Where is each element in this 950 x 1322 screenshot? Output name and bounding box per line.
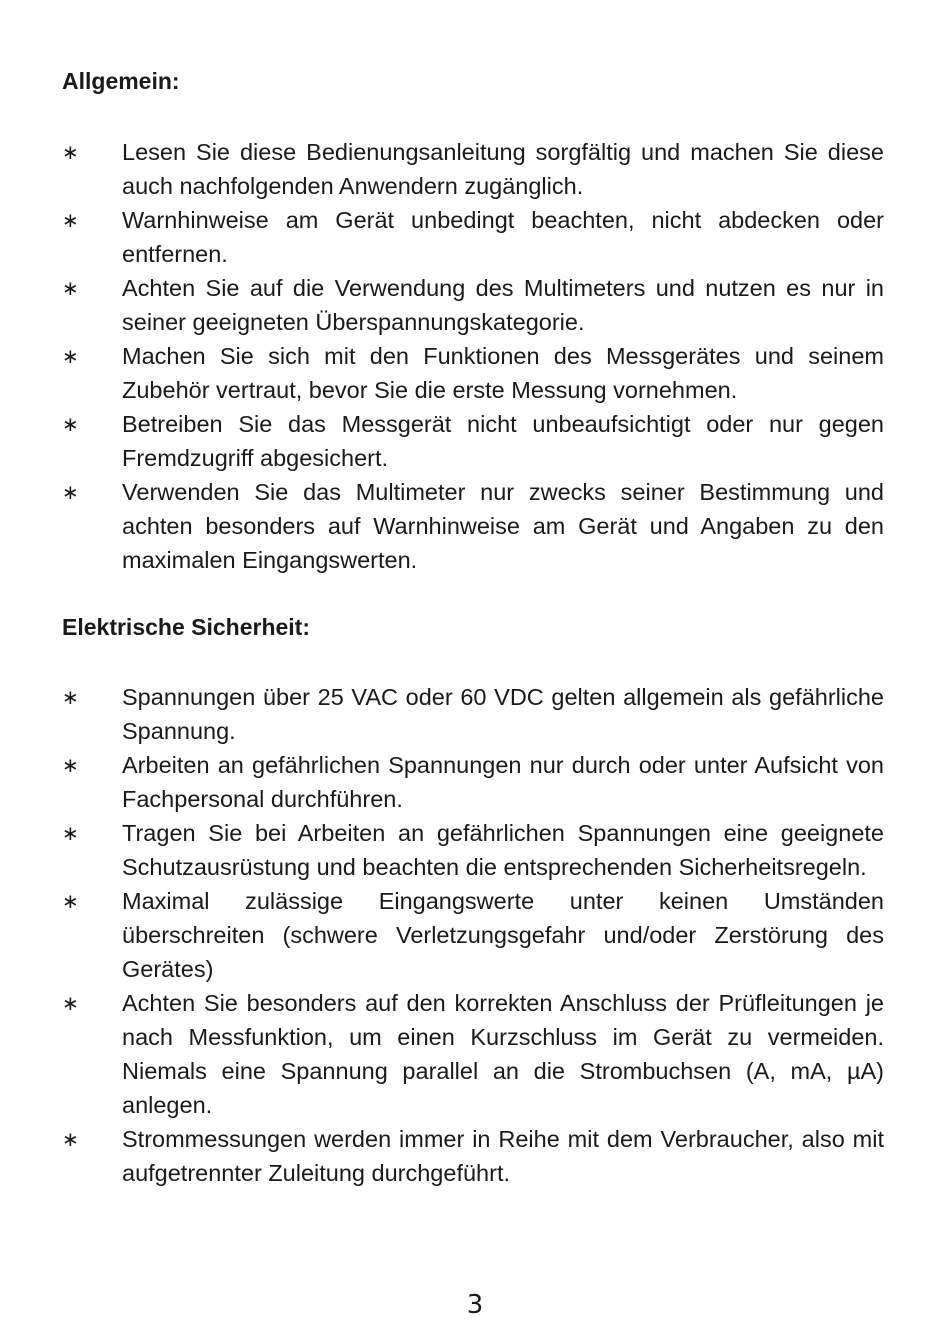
bullet-asterisk: ∗	[62, 889, 79, 913]
bullet-asterisk: ∗	[62, 821, 79, 845]
list-item	[62, 1122, 884, 1190]
list-item	[62, 884, 884, 986]
page-number: 3	[466, 1290, 484, 1320]
bullet-asterisk: ∗	[62, 208, 79, 232]
general-safety-list	[62, 135, 884, 577]
bullet-asterisk: ∗	[62, 753, 79, 777]
list-item-text: Spannungen über 25 VAC oder 60 VDC gelten allgemein als gefährliche Spannung.	[122, 684, 884, 744]
list-item	[62, 680, 884, 748]
list-item-text: Lesen Sie diese Bedienungsanleitung sorgfältig und machen Sie diese auch nachfolgenden Anwendern zugänglich.	[122, 139, 884, 199]
list-item	[62, 816, 884, 884]
list-item-text: Verwenden Sie das Multimeter nur zwecks seiner Bestimmung und achten besonders auf Warnhinweise am Gerät und Angaben zu den maximalen Eingangswerten.	[122, 479, 884, 573]
section-heading-electrical-safety: Elektrische Sicherheit:	[62, 614, 310, 640]
list-item-text: Tragen Sie bei Arbeiten an gefährlichen Spannungen eine geeignete Schutzausrüstung und beachten die entsprechenden Sicherheitsregeln.	[122, 820, 884, 880]
bullet-asterisk: ∗	[62, 140, 79, 164]
list-item	[62, 407, 884, 475]
list-item-text: Arbeiten an gefährlichen Spannungen nur durch oder unter Aufsicht von Fachpersonal durchführen.	[122, 752, 884, 812]
list-item-text: Warnhinweise am Gerät unbedingt beachten, nicht abdecken oder entfernen.	[122, 207, 884, 267]
section-heading-general: Allgemein:	[62, 68, 180, 94]
bullet-asterisk: ∗	[62, 276, 79, 300]
list-item	[62, 339, 884, 407]
bullet-asterisk: ∗	[62, 685, 79, 709]
list-item-text: Achten Sie auf die Verwendung des Multimeters und nutzen es nur in seiner geeigneten Überspannungskategorie.	[122, 275, 884, 335]
list-item-text: Achten Sie besonders auf den korrekten Anschluss der Prüfleitungen je nach Messfunktion, um einen Kurzschluss im Gerät zu vermeiden. Niemals eine Spannung parallel an die Strombuchsen (A, mA, µA) anlegen.	[122, 990, 884, 1118]
list-item	[62, 986, 884, 1122]
list-item-text: Betreiben Sie das Messgerät nicht unbeaufsichtigt oder nur gegen Fremdzugriff abgesichert.	[122, 411, 884, 471]
list-item-text: Maximal zulässige Eingangswerte unter keinen Umständen überschreiten (schwere Verletzungsgefahr und/oder Zerstörung des Gerätes)	[122, 888, 884, 982]
bullet-asterisk: ∗	[62, 344, 79, 368]
list-item	[62, 748, 884, 816]
list-item-text: Machen Sie sich mit den Funktionen des Messgerätes und seinem Zubehör vertraut, bevor Sie die erste Messung vornehmen.	[122, 343, 884, 403]
bullet-asterisk: ∗	[62, 412, 79, 436]
list-item	[62, 203, 884, 271]
bullet-asterisk: ∗	[62, 991, 79, 1015]
bullet-asterisk: ∗	[62, 1127, 79, 1151]
electrical-safety-list	[62, 680, 884, 1190]
list-item	[62, 271, 884, 339]
bullet-asterisk: ∗	[62, 480, 79, 504]
list-item	[62, 135, 884, 203]
list-item	[62, 475, 884, 577]
list-item-text: Strommessungen werden immer in Reihe mit dem Verbraucher, also mit aufgetrennter Zuleitung durchgeführt.	[122, 1126, 884, 1186]
